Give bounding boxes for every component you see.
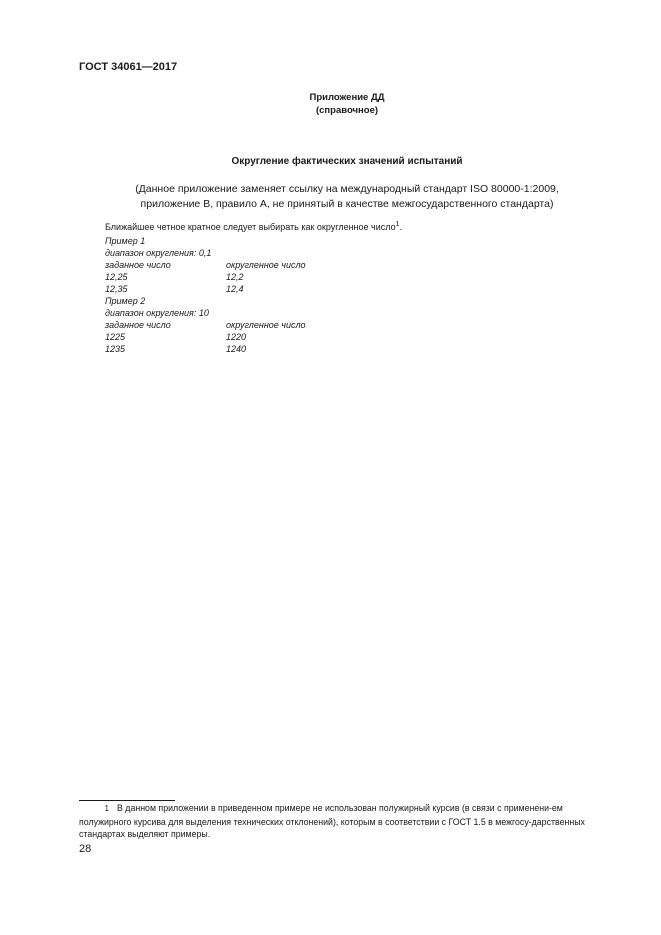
annex-type: (справочное)	[315, 105, 379, 116]
given-value: 12,35	[105, 284, 128, 294]
col-given-header: заданное число	[105, 260, 171, 270]
footnote	[79, 802, 614, 841]
table-row	[105, 343, 306, 355]
rule-end: .	[399, 222, 403, 232]
standard-designation: ГОСТ 34061—2017	[79, 61, 178, 73]
footnote-ref: 1	[395, 221, 400, 228]
col-given-header: заданное число	[105, 320, 171, 330]
section-title: Округление фактических значений испытаний	[231, 156, 463, 167]
given-value: 1235	[105, 344, 126, 354]
footnote-separator	[79, 800, 175, 801]
rounding-rule	[105, 222, 402, 232]
page-number: 28	[79, 843, 92, 855]
col-rounded-header: округленное число	[226, 320, 306, 330]
given-value: 1225	[105, 332, 126, 342]
rounded-value: 1220	[226, 332, 247, 342]
example-label: Пример 1	[105, 236, 146, 246]
example-header-row	[105, 319, 306, 331]
example-header-row	[105, 259, 306, 271]
annex-heading	[0, 91, 661, 117]
note-line: (Данное приложение заменяет ссылку на международный стандарт ISO 80000-1:2009,	[135, 183, 559, 195]
rounded-value: 1240	[226, 344, 247, 354]
examples-block	[105, 235, 306, 355]
given-value: 12,25	[105, 272, 128, 282]
rounded-value: 12,2	[226, 272, 244, 282]
table-row	[105, 283, 306, 295]
annex-label: Приложение ДД	[309, 92, 385, 103]
rule-text: Ближайшее четное кратное следует выбирать как округленное число	[105, 222, 396, 232]
note-line: приложение В, правило А, не принятый в качестве межгосударственного стандарта)	[140, 198, 554, 210]
example-label: Пример 2	[105, 296, 146, 306]
replacement-note	[0, 182, 661, 212]
footnote-text: В данном приложении в приведенном примере не использован полужирный курсив (в связи с применени-ем полужирного курсива для выделения технических отклонений), которым в соответствии с ГОСТ 1.5 в межгосу-дарственных стандартах выделяют примеры.	[79, 803, 585, 839]
table-row	[105, 331, 306, 343]
rounded-value: 12,4	[226, 284, 244, 294]
col-rounded-header: округленное число	[226, 260, 306, 270]
example-range: диапазон округления: 10	[105, 308, 209, 318]
footnote-number: 1	[104, 804, 109, 813]
example-range: диапазон округления: 0,1	[105, 248, 212, 258]
table-row	[105, 271, 306, 283]
